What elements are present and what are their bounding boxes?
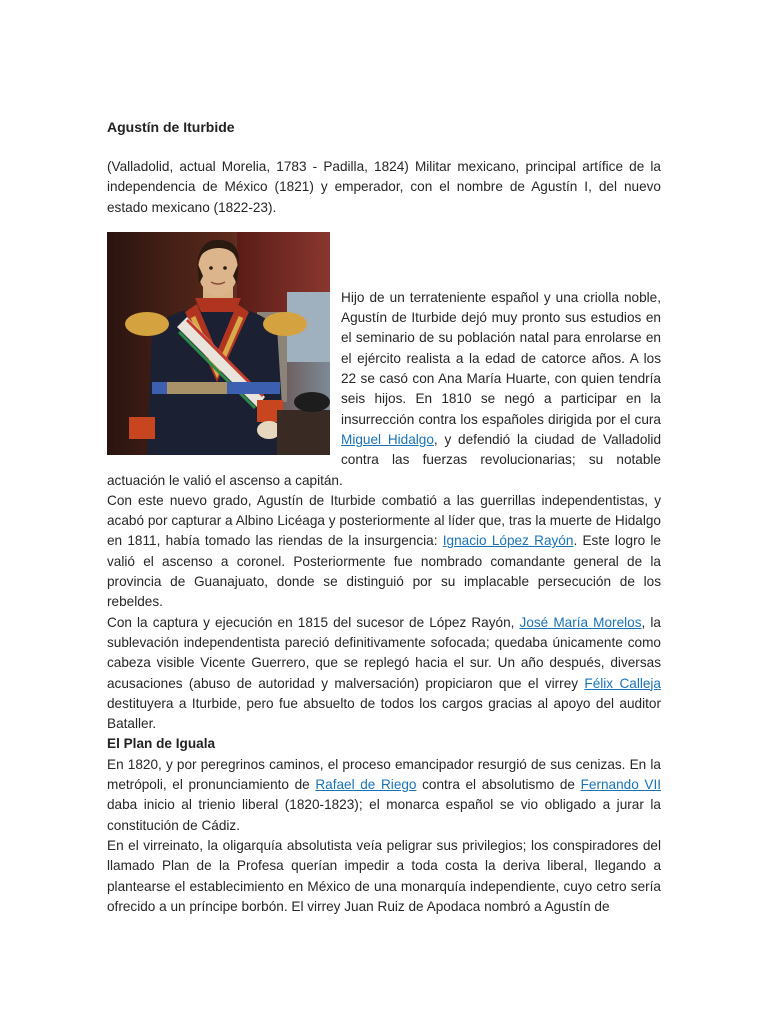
paragraph-text: En 1820, y por peregrinos caminos, el proceso emancipador resurgió de sus cenizas. En la metrópoli, el pronunciamiento de xyxy=(107,756,661,793)
paragraph-text: daba inicio al trienio liberal (1820-1823); el monarca español se vio obligado a jurar la constitución de Cádiz. xyxy=(107,797,661,833)
link-miguel-hidalgo[interactable]: Miguel Hidalgo xyxy=(341,431,434,447)
article-body xyxy=(107,116,661,917)
link-rafael-de-riego[interactable]: Rafael de Riego xyxy=(315,777,417,793)
portrait-image xyxy=(107,232,330,455)
paragraph-military-career xyxy=(107,491,661,613)
paragraph-virreinato: En el virreinato, la oligarquía absolutista veía peligrar sus privilegios; los conspiradores del llamado Plan de la Profesa querían impedir a toda costa la deriva liberal, llegando a plantearse el establecimiento en México de una monarquía independiente, cuyo cetro sería ofrecido a un príncipe borbón. El virrey Juan Ruiz de Apodaca nombró a Agustín de xyxy=(107,837,661,914)
intro-paragraph: (Valladolid, actual Morelia, 1783 - Padilla, 1824) Militar mexicano, principal artífice de la independencia de México (1821) y emperador, con el nombre de Agustín I, del nuevo estado mexicano (1822-23). xyxy=(107,159,661,215)
link-jose-maria-morelos[interactable]: José María Morelos xyxy=(519,614,642,630)
paragraph-text: , y defendió la ciudad de Valladolid contra las fuerzas revolucionarias; su notable actuación le valió el ascenso a capitán. xyxy=(107,431,661,488)
article-title: Agustín de Iturbide xyxy=(107,119,235,135)
paragraph-text: Con la captura y ejecución en 1815 del sucesor de López Rayón, xyxy=(107,614,520,630)
paragraph-text: Con este nuevo grado, Agustín de Iturbide combatió a las guerrillas independentistas, y acabó por capturar a Albino Licéaga y posteriormente al líder que, tras la muerte de Hidalgo en 1811, había tomado las riendas de la insurgencia: xyxy=(107,492,661,549)
paragraph-text: destituyera a Iturbide, pero fue absuelto de todos los cargos gracias al apoyo del auditor Bataller. xyxy=(107,695,661,732)
paragraph-text: , la sublevación independentista pareció definitivamente sofocada; quedaba únicamente como cabeza visible Vicente Guerrero, que se replegó hacia el sur. Un año después, diversas acusaciones (abuso de autoridad y malversación) propiciaron que el virrey xyxy=(107,614,661,691)
section-heading: El Plan de Iguala xyxy=(107,736,216,752)
paragraph-text: . Este logro le valió el ascenso a coronel. Posteriormente fue nombrado comandante general de la provincia de Guanajuato, donde se distinguió por su implacable persecución de los rebeldes. xyxy=(107,533,661,610)
paragraph-text: contra el absolutismo de xyxy=(416,777,581,793)
link-fernando-vii[interactable]: Fernando VII xyxy=(580,777,662,793)
link-ignacio-lopez-rayon[interactable]: Ignacio López Rayón xyxy=(442,533,574,549)
link-felix-calleja[interactable]: Félix Calleja xyxy=(584,675,661,691)
paragraph-1820 xyxy=(107,755,661,836)
paragraph-morelos xyxy=(107,613,661,735)
paragraph-text: Hijo de un terrateniente español y una criolla noble, Agustín de Iturbide dejó muy pronto sus estudios en el seminario de su población natal para enrolarse en el ejército realista a la edad de catorce años. A los 22 se casó con Ana María Huarte, con quien tendría seis hijos. En 1810 se negó a participar en la insurrección contra los españoles dirigida por el cura xyxy=(341,289,661,427)
portrait-image-drawing xyxy=(107,232,330,455)
